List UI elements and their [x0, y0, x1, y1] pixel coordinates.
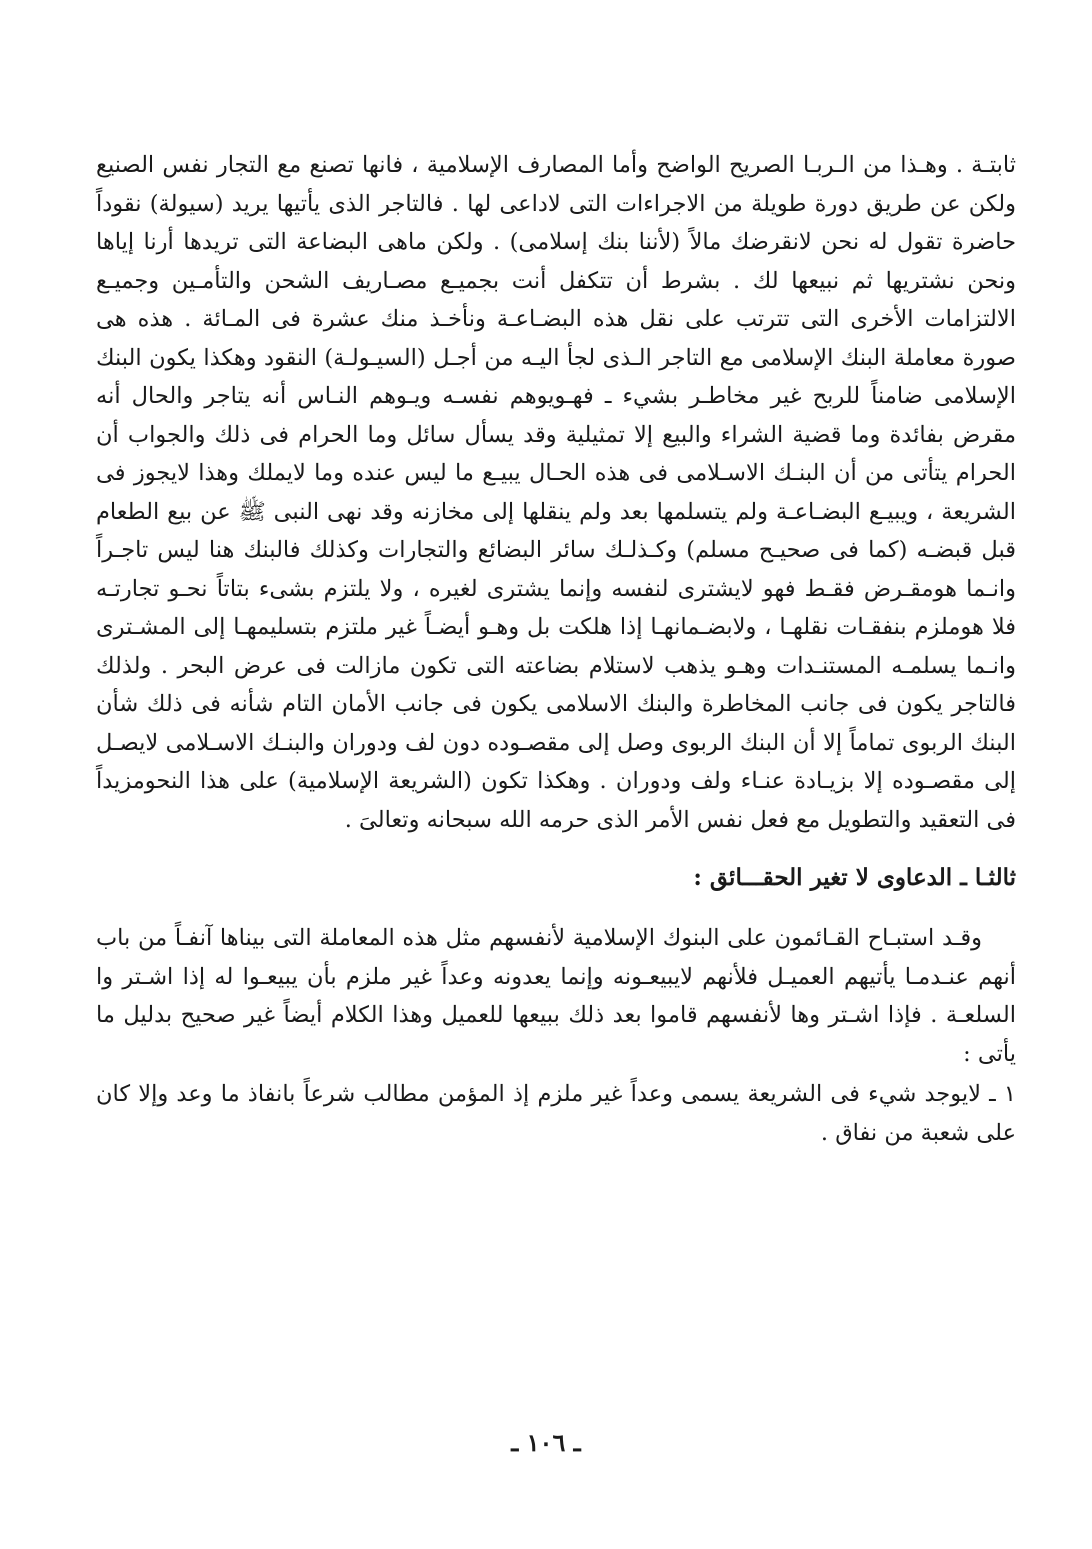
body-paragraph: ثابتـة . وهـذا من الـربـا الصريح الواضح وأما المصارف الإسلامية ، فانها تصنع مع التجار نفس الصنيع ولكن عن طريق دورة طويلة من الاجراءات التى لاداعى لها . فالتاجر الذى يأتيها يريد (سيولة) نقوداً حاضرة تقول له نحن لانقرضك مالاً (لأننا بنك إسلامى) . ولكن ماهى البضاعة التى تريدها أرنا إياها ونحن نشتريها ثم نبيعها لك . بشرط أن تتكفل أنت بجميـع مصـاريف الشحن والتأمـين وجميـع الالتزامات الأخرى التى تترتب على نقل هذه البضـاعـة ونأخـذ منك عشرة فى المـائة . هذه هى صورة معاملة البنك الإسلامى مع التاجر الـذى لجأ اليـه من أجـل (السيـولـة) النقود وهكذا يكون البنك الإسلامى ضامناً للربح غير مخاطـر بشيء ـ فهـويوهم نفسـه ويـوهم النـاس أنه يتاجر والحال أنه مقرض بفائدة وما قضية الشراء والبيع إلا تمثيلية وقد يسأل سائل وما الحرام فى ذلك والجواب أن الحرام يتأتى من أن البنـك الاسـلامى فى هذه الحـال يبيـع ما ليس عنده وما لايملك وهذا لايجوز فى الشريعة ، ويبيـع البضـاعـة ولم يتسلمها بعد ولم ينقلها إلى مخازنه وقد نهى النبى ﷺ عن بيع الطعام قبل قبضـه (كما فى صحيـح مسلم) وكـذلـك سائر البضائع والتجارات وكذلك فالبنك هنا ليس تاجـراً وانـما هومقـرض فقـط فهو لايشترى لنفسه وإنما يشترى لغيره ، ولا يلتزم بشىء بتاتاً نحـو تجارتـه فلا هوملزم بنفقـات نقلهـا ، ولابضـمانهـا إذا هلكت بل وهـو أيضـاً غير ملتزم بتسليمهـا إلى المشـترى وانـما يسلمـه المستنـدات وهـو يذهب لاستلام بضاعته التى تكون مازالت فى عرض البحر . ولذلك فالتاجر يكون فى جانب المخاطرة والبنك الاسلامى يكون فى جانب الأمان التام شأنه فى ذلك شأن البنك الربوى تماماً إلا أن البنك الربوى وصل إلى مقصـوده دون لف ودوران والبنـك الاسـلامى لايصـل إلى مقصـوده إلا بزيـادة عنـاء ولف ودوران . وهكذا تكون (الشريعة الإسلامية) على هذا النحومزيداً فى التعقيد والتطويل مع فعل نفس الأمر الذى حرمه الله سبحانه وتعالىَ .	[96, 152, 1017, 833]
page-number: ـ ١٠٦ ـ	[511, 1428, 581, 1457]
section-heading: ثالثـا ـ الدعاوى لا تغير الحقـــائق :	[693, 864, 1016, 891]
list-item: ١ ـ لايوجد شيء فى الشريعة يسمى وعداً غير ملزم إذ المؤمن مطالب شرعاً بانفاذ ما وعد وإلا كان على شعبة من نفاق .	[96, 1081, 1016, 1146]
page-body	[96, 146, 1016, 1152]
body-paragraph: وقـد استبـاح القـائمون على البنوك الإسلامية لأنفسهم مثل هذه المعاملة التى بيناها آنفـاً من باب أنهم عنـدمـا يأتيهم العميـل فلأنهم لايبيعـونه وإنما يعدونه وعداً غير ملزم بأن يبيعـوا له إذا اشـتر وا السلعـة . فإذا اشـتر وها لأنفسهم قاموا بعد ذلك ببيعها للعميل وهذا الكلام أيضاً غير صحيح بدليل ما يأتى :	[96, 925, 1016, 1067]
